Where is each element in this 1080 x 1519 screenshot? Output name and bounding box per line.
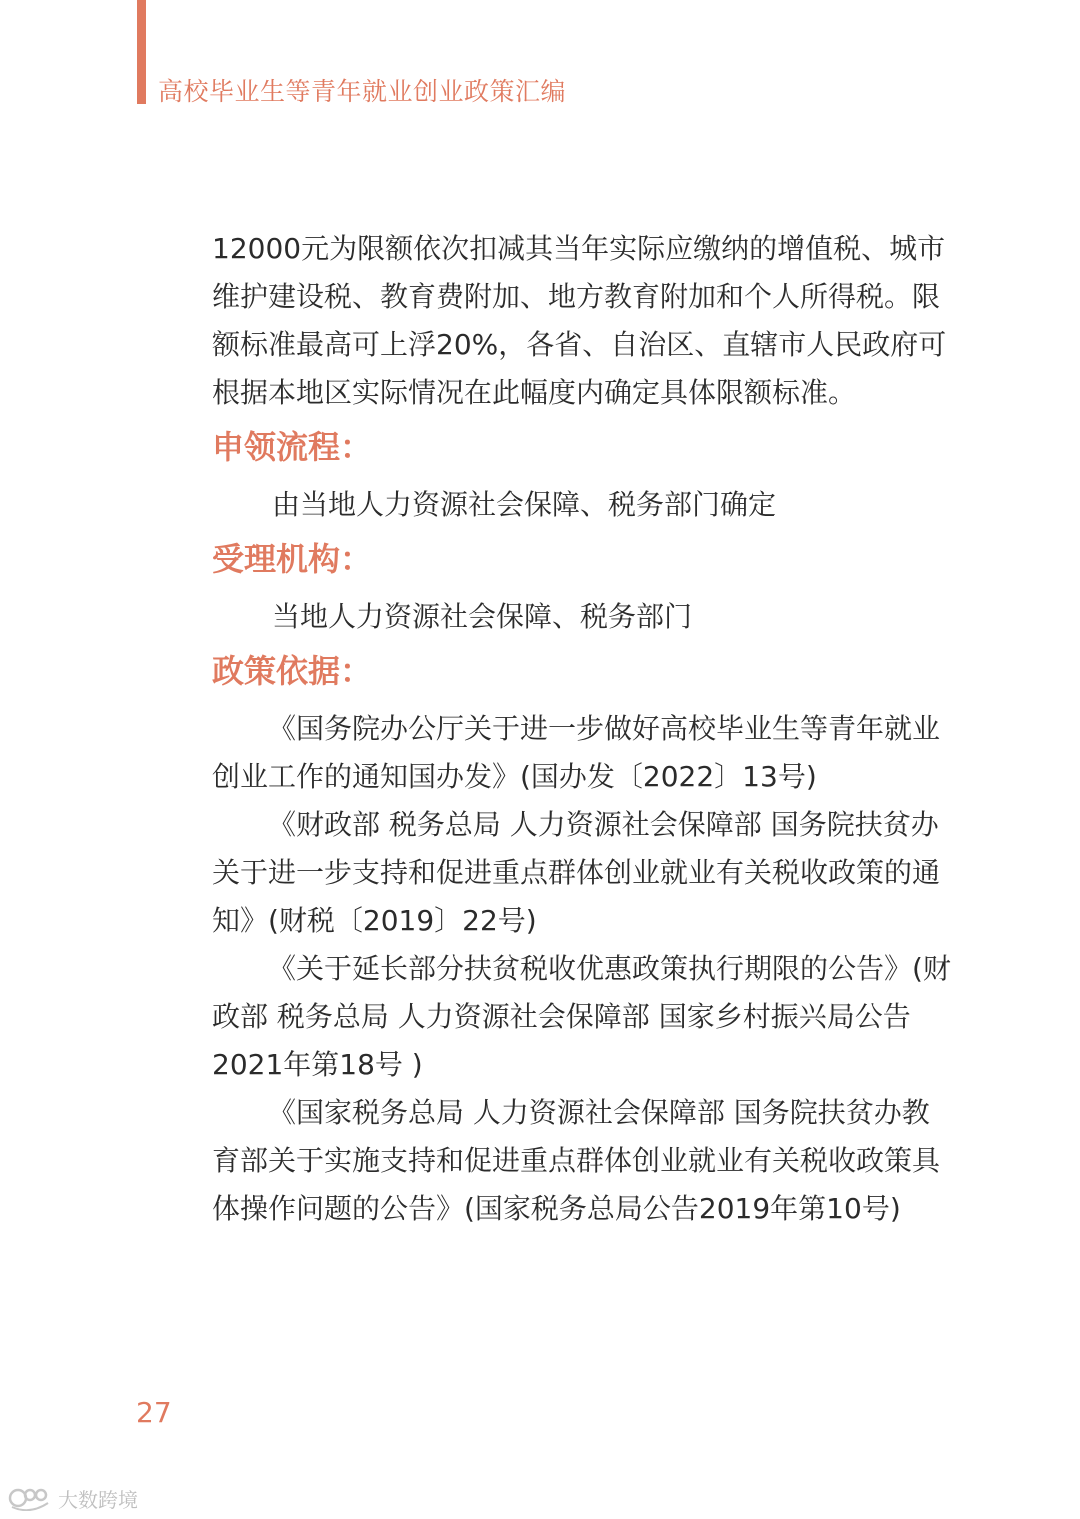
policy-reference: 《国务院办公厅关于进一步做好高校毕业生等青年就业创业工作的通知国办发》(国办发〔2022〕13号) — [212, 712, 941, 793]
header-accent-bar — [137, 0, 146, 104]
intro-paragraph: 12000元为限额依次扣减其当年实际应缴纳的增值税、城市维护建设税、教育费附加、地方教育附加和个人所得税。限额标准最高可上浮20%，各省、自治区、直辖市人民政府可根据本地区实际情况在此幅度内确定具体限额标准。 — [212, 232, 947, 409]
section-heading-process: 申领流程： — [212, 428, 373, 466]
main-content — [212, 225, 952, 1233]
section-heading-basis: 政策依据： — [212, 652, 373, 690]
watermark-logo-icon — [8, 1485, 52, 1511]
section-body-agency: 当地人力资源社会保障、税务部门 — [272, 600, 693, 633]
page-number: 27 — [136, 1396, 172, 1429]
policy-reference: 《国家税务总局 人力资源社会保障部 国务院扶贫办教育部关于实施支持和促进重点群体创业就业有关税收政策具体操作问题的公告》(国家税务总局公告2019年第10号) — [212, 1096, 941, 1225]
section-heading-agency: 受理机构： — [212, 540, 373, 578]
policy-reference: 《关于延长部分扶贫税收优惠政策执行期限的公告》(财政部 税务总局 人力资源社会保障部 国家乡村振兴局公告2021年第18号 ) — [212, 952, 951, 1081]
policy-reference: 《财政部 税务总局 人力资源社会保障部 国务院扶贫办关于进一步支持和促进重点群体创业就业有关税收政策的通知》(财税〔2019〕22号) — [212, 808, 941, 937]
section-body-process: 由当地人力资源社会保障、税务部门确定 — [272, 488, 777, 521]
watermark-text: 大数跨境 — [58, 1487, 138, 1512]
watermark — [8, 1482, 138, 1514]
header-title: 高校毕业生等青年就业创业政策汇编 — [158, 77, 567, 106]
